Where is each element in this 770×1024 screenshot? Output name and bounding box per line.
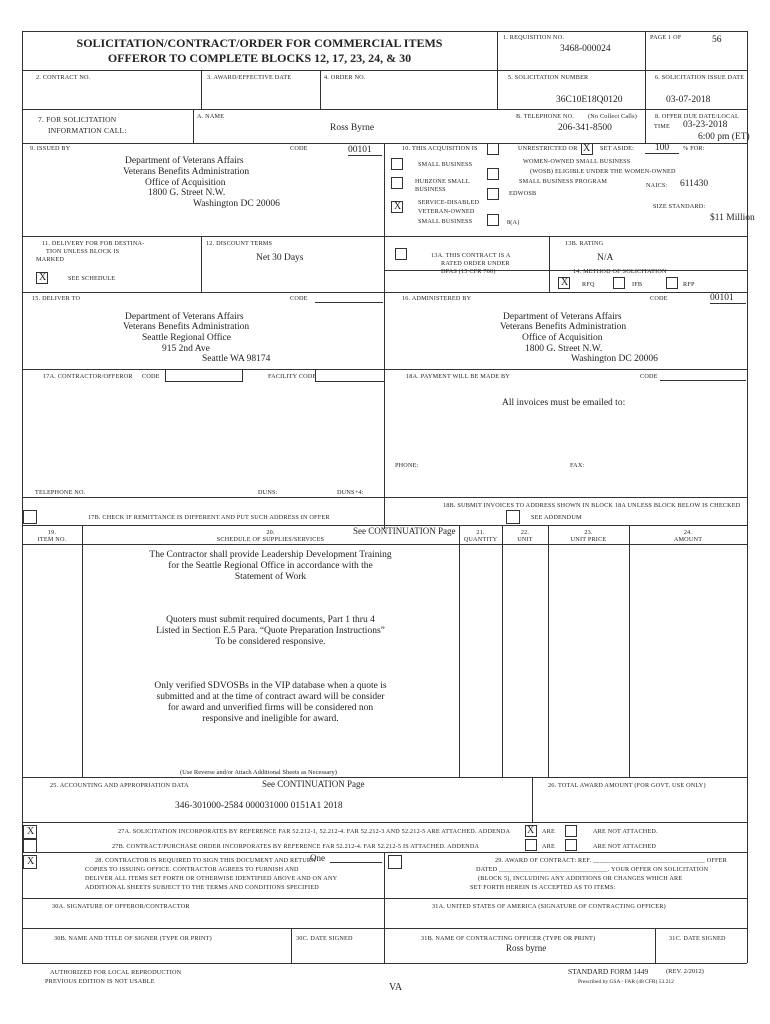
schedule-header: SCHEDULE OF SUPPLIES/SERVICES xyxy=(216,536,325,543)
clause-28-line-4: ADDITIONAL SHEETS SUBJECT TO THE TERMS AND CONDITIONS SPECIFIED xyxy=(85,884,319,891)
unit-num: 22. xyxy=(520,529,530,536)
total-award-label: 26. TOTAL AWARD AMOUNT (FOR GOVT. USE ONLY) xyxy=(548,782,706,789)
footer-revision: (REV. 2/2012) xyxy=(666,968,704,975)
time-label: TIME xyxy=(654,123,670,130)
sig-31b-label: 31B. NAME OF CONTRACTING OFFICER (TYPE OR PRINT) xyxy=(421,935,596,942)
unrestricted-checkbox-blank[interactable] xyxy=(487,143,499,155)
deliver-to-line-1: Department of Veterans Affairs xyxy=(125,312,244,322)
paragraph-3-line-4: responsive and ineligible for award. xyxy=(202,714,339,724)
award-date-label: 3. AWARD/EFFECTIVE DATE xyxy=(207,74,292,81)
due-date-label: 8. OFFER DUE DATE/LOCAL xyxy=(655,113,740,120)
telephone-number: 206-341-8500 xyxy=(558,123,612,133)
contract-no-label: 2. CONTRACT NO. xyxy=(36,74,91,81)
sdvosb-label-2: VETERAN-OWNED xyxy=(418,208,475,215)
fax-label: FAX: xyxy=(570,462,585,469)
contractor-label: 17A. CONTRACTOR/OFFEROR xyxy=(43,373,133,380)
payment-code-label: CODE xyxy=(640,373,658,380)
see-addendum-checkbox[interactable] xyxy=(506,510,520,524)
paragraph-3-line-2: submitted and at the time of contract award will be consider xyxy=(156,692,385,702)
clause-28-line-1: 28. CONTRACTOR IS REQUIRED TO SIGN THIS DOCUMENT AND RETURN xyxy=(95,857,316,864)
deliver-to-line-5: Seattle WA 98174 xyxy=(202,354,271,364)
size-standard: $11 Million xyxy=(710,213,755,223)
rated-order-label-2: RATED ORDER UNDER xyxy=(441,260,510,267)
clause-28-copies-line xyxy=(330,862,382,863)
block11-label-1: 11. DELIVERY FOR FOB DESTINA- xyxy=(42,240,145,247)
clause-27a-are-checkbox[interactable] xyxy=(525,825,537,837)
clause-29-line-4: SET FORTH HEREIN IS ACCEPTED AS TO ITEMS: xyxy=(470,884,616,891)
telephone-no-label: TELEPHONE NO. xyxy=(35,489,86,496)
deliver-to-line-2: Veterans Benefits Administration xyxy=(123,322,250,332)
wosb-checkbox[interactable] xyxy=(487,168,499,180)
sig-31a-label: 31A. UNITED STATES OF AMERICA (SIGNATURE OF CONTRACTING OFFICER) xyxy=(432,903,666,910)
set-aside-percent-for: % FOR: xyxy=(683,145,705,152)
small-business-label: SMALL BUSINESS xyxy=(418,161,473,168)
issued-by-line-4: 1800 G. Street N.W. xyxy=(148,188,226,198)
clause-28-x: X xyxy=(27,856,35,867)
eight-a-checkbox[interactable] xyxy=(487,214,499,226)
administered-by-line-1: Department of Veterans Affairs xyxy=(503,312,622,322)
rfq-label: RFQ xyxy=(582,281,595,288)
deliver-to-label: 15. DELIVER TO xyxy=(32,295,81,302)
schedule-num: 20. xyxy=(266,529,275,536)
paragraph-3-line-1: Only verified SDVOSBs in the VIP database when a quote is xyxy=(154,681,387,691)
clause-27b-are-checkbox[interactable] xyxy=(525,839,537,851)
contractor-code-field[interactable] xyxy=(165,369,243,382)
rating-value: N/A xyxy=(597,253,614,263)
form-title-line-1: SOLICITATION/CONTRACT/ORDER FOR COMMERCIAL ITEMS xyxy=(76,36,443,50)
administered-by-code-label: CODE xyxy=(650,295,668,302)
quantity-num: 21. xyxy=(476,529,485,536)
block11-label-3: MARKED xyxy=(36,256,65,263)
clause-27a-are: ARE xyxy=(542,828,555,835)
schedule-continuation: See CONTINUATION Page xyxy=(353,526,456,536)
requisition-number: 3468-000024 xyxy=(560,44,611,54)
sdvosb-checkbox[interactable] xyxy=(391,201,403,213)
discount-terms-label: 12. DISCOUNT TERMS xyxy=(206,240,273,247)
rating-label: 13B. RATING xyxy=(565,240,604,247)
clause-27b-checkbox[interactable] xyxy=(23,839,37,853)
item-no-header: ITEM NO. xyxy=(37,536,67,543)
payment-code-line xyxy=(660,380,746,381)
administered-by-line-5: Washington DC 20006 xyxy=(571,354,658,364)
unit-header: UNIT xyxy=(517,536,533,543)
paragraph-1-line-3: Statement of Work xyxy=(234,572,307,582)
deliver-to-code-line xyxy=(315,302,383,303)
clause-27a-label: 27A. SOLICITATION INCORPORATES BY REFERENCE FAR 52.212-1, 52.212-4. FAR 52.212-3 AND 52.212-5 ARE ATTACHED. ADDENDA xyxy=(118,828,511,835)
issued-by-line-2: Veterans Benefits Administration xyxy=(123,167,250,177)
clause-27a-are-x: X xyxy=(527,825,535,836)
paragraph-1-line-2: for the Seattle Regional Office in accordance with the xyxy=(168,561,373,571)
administered-by-line-4: 1800 G. Street N.W. xyxy=(525,344,603,354)
unit-price-num: 23. xyxy=(584,529,593,536)
clause-27a-not-checkbox[interactable] xyxy=(565,825,577,837)
wosb-label-3: SMALL BUSINESS PROGRAM xyxy=(519,178,608,185)
eight-a-label: 8(A) xyxy=(507,219,520,226)
sdvosb-label-3: SMALL BUSINESS xyxy=(418,218,473,225)
set-aside-label: SET ASIDE: xyxy=(600,145,635,152)
due-date: 03-23-2018 xyxy=(683,120,728,130)
footer-prescribed: Prescribed by GSA - FAR (48 CFR) 53.212 xyxy=(578,979,674,985)
issued-by-line-5: Washington DC 20006 xyxy=(193,199,280,209)
set-aside-x: X xyxy=(583,143,591,154)
footer-previous-edition: PREVIOUS EDITION IS NOT USABLE xyxy=(45,978,155,985)
facility-code-label: FACILITY CODE xyxy=(268,373,317,380)
quantity-header: QUANTITY xyxy=(463,536,498,543)
clause-27b-not-checkbox[interactable] xyxy=(565,839,577,851)
payment-label: 18A. PAYMENT WILL BE MADE BY xyxy=(406,373,511,380)
info-call-label-1: 7. FOR SOLICITATION xyxy=(38,115,117,124)
order-no-label: 4. ORDER NO. xyxy=(324,74,366,81)
contracting-officer-name: Ross byrne xyxy=(506,943,547,953)
administered-by-line-2: Veterans Benefits Administration xyxy=(500,322,627,332)
clause-27b-label: 27B. CONTRACT/PURCHASE ORDER INCORPORATES BY REFERENCE FAR 52.212-4. FAR 52.212-5 IS ATTACHED. ADDENDA xyxy=(112,843,480,850)
footer-authorized: AUTHORIZED FOR LOCAL REPRODUCTION xyxy=(50,969,182,976)
naics-label: NAICS: xyxy=(646,182,668,189)
see-schedule-x: X xyxy=(39,272,47,283)
clause-29-line-3: (BLOCK 5), INCLUDING ANY ADDITIONS OR CHANGES WHICH ARE xyxy=(478,875,683,882)
sig-30c-label: 30C. DATE SIGNED xyxy=(296,935,353,942)
form-title-line-2: OFFEROR TO COMPLETE BLOCKS 12, 17, 23, 24, & 30 xyxy=(107,51,412,65)
deliver-to-line-4: 915 2nd Ave xyxy=(162,344,210,354)
rfp-label: RFP xyxy=(683,281,695,288)
rated-order-label-3: DPAS (15 CFR 700) xyxy=(441,268,496,275)
deliver-to-line-3: Seattle Regional Office xyxy=(142,333,231,343)
footer-standard-form: STANDARD FORM 1449 xyxy=(568,967,649,976)
ifb-label: IFB xyxy=(632,281,643,288)
administered-by-code: 00101 xyxy=(710,293,746,304)
clause-27b-are: ARE xyxy=(542,843,555,850)
invoice-note: All invoices must be emailed to: xyxy=(502,398,626,408)
sdvosb-label-1: SERVICE-DISABLED xyxy=(418,199,480,206)
clause-29-checkbox[interactable] xyxy=(388,855,402,869)
sig-30b-label: 30B. NAME AND TITLE OF SIGNER (TYPE OR PRINT) xyxy=(54,935,212,942)
paragraph-2-line-2: Listed in Section E.5 Para. “Quote Preparation Instructions” xyxy=(156,626,385,636)
hubzone-checkbox[interactable] xyxy=(391,177,403,189)
method-label: 14. METHOD OF SOLICITATION xyxy=(573,268,667,275)
accounting-label: 25. ACCOUNTING AND APPROPRIATION DATA xyxy=(50,782,189,789)
ifb-checkbox[interactable] xyxy=(613,277,625,289)
page-label: PAGE 1 OF xyxy=(650,34,682,41)
rfq-x: X xyxy=(561,277,569,288)
item-no-num: 19. xyxy=(47,529,57,536)
clause-28-line-2: COPIES TO ISSUING OFFICE. CONTRACTOR AGREES TO FURNISH AND xyxy=(85,866,299,873)
clause-28-checkbox[interactable] xyxy=(23,855,37,869)
wosb-label-2: (WOSB) ELIGIBLE UNDER THE WOMEN-OWNED xyxy=(530,168,676,175)
schedule-paragraph-1 xyxy=(82,550,459,583)
wosb-label-1: WOMEN-OWNED SMALL BUSINESS xyxy=(523,158,631,165)
acquisition-label: 10. THIS ACQUISITION IS xyxy=(402,145,478,152)
telephone-note: (No Collect Calls) xyxy=(588,113,637,120)
paragraph-2-line-3: To be considered responsive. xyxy=(215,637,326,647)
paragraph-1-line-1: The Contractor shall provide Leadership Development Training xyxy=(149,550,392,560)
hubzone-label-1: HUBZONE SMALL xyxy=(415,178,470,185)
sig-30a-label: 30A. SIGNATURE OF OFFEROR/CONTRACTOR xyxy=(52,903,190,910)
contact-name: Ross Byrne xyxy=(330,123,375,133)
issue-date: 03-07-2018 xyxy=(666,95,711,105)
page-count: 56 xyxy=(712,35,722,45)
rfq-checkbox[interactable] xyxy=(558,277,570,289)
rfp-checkbox[interactable] xyxy=(666,277,678,289)
clause-27b-are-not: ARE NOT ATTACHED xyxy=(593,843,657,850)
paragraph-2-line-1: Quoters must submit required documents, Part 1 thru 4 xyxy=(166,615,375,625)
rated-order-label-1: 13A. THIS CONTRACT IS A xyxy=(431,252,511,259)
clause-27a-x: X xyxy=(27,826,35,837)
naics-code: 611430 xyxy=(680,179,709,189)
deliver-to-code-label: CODE xyxy=(290,295,308,302)
remittance-label: 17B. CHECK IF REMITTANCE IS DIFFERENT AND PUT SUCH ADDRESS IN OFFER xyxy=(88,514,330,521)
footer-va: VA xyxy=(389,982,403,993)
schedule-paragraph-3 xyxy=(82,681,459,725)
accounting-data: 346-301000-2584 000031000 0151A1 2018 xyxy=(175,801,343,811)
clause-28-copies: One xyxy=(310,853,325,863)
edwosb-label: EDWOSB xyxy=(509,190,537,197)
sig-31c-label: 31C. DATE SIGNED xyxy=(669,935,726,942)
small-business-checkbox[interactable] xyxy=(391,158,403,170)
block11-label-2: TION UNLESS BLOCK IS xyxy=(46,248,120,255)
duns4-label: DUNS+4: xyxy=(337,489,364,496)
unit-price-header: UNIT PRICE xyxy=(570,536,607,543)
issued-by-code: 00101 xyxy=(348,145,382,156)
sdvosb-x: X xyxy=(394,201,402,212)
requisition-label: 1. REQUISITION NO. xyxy=(503,34,565,41)
see-schedule-label: SEE SCHEDULE xyxy=(68,275,116,282)
phone-label: PHONE: xyxy=(395,462,419,469)
see-addendum-label: SEE ADDENDUM xyxy=(531,514,582,521)
see-schedule-checkbox[interactable] xyxy=(36,272,48,284)
issue-date-label: 6. SOLICITATION ISSUE DATE xyxy=(655,74,745,81)
hubzone-label-2: BUSINESS xyxy=(415,186,446,193)
clause-29-line-2: DATED _________________________________. YOUR OFFER ON SOLICITATION xyxy=(476,866,709,873)
amount-header: AMOUNT xyxy=(673,536,703,543)
issued-by-line-1: Department of Veterans Affairs xyxy=(125,156,244,166)
reverse-note: (Use Reverse and/or Attach Additional Sheets as Necessary) xyxy=(180,769,337,776)
administered-by-line-3: Office of Acquisition xyxy=(522,333,603,343)
paragraph-3-line-3: for award and unverified firms will be considered non xyxy=(167,703,374,713)
solicitation-no-label: 5. SOLICITATION NUMBER xyxy=(508,74,589,81)
submit-invoices-label: 18B. SUBMIT INVOICES TO ADDRESS SHOWN IN BLOCK 18A UNLESS BLOCK BELOW IS CHECKED xyxy=(443,502,741,509)
clause-28-line-3: DELIVER ALL ITEMS SET FORTH OR OTHERWISE IDENTIFIED ABOVE AND ON ANY xyxy=(85,875,338,882)
rated-order-checkbox[interactable] xyxy=(395,248,407,260)
name-label: A. NAME xyxy=(197,113,225,120)
facility-code-field[interactable] xyxy=(315,369,384,382)
telephone-label: B. TELEPHONE NO. xyxy=(516,113,575,120)
remittance-checkbox[interactable] xyxy=(23,510,37,524)
issued-by-label: 9. ISSUED BY xyxy=(30,145,71,152)
due-time: 6:00 pm (ET) xyxy=(698,132,750,142)
size-standard-label: SIZE STANDARD: xyxy=(653,203,706,210)
unrestricted-label: UNRESTRICTED OR xyxy=(518,145,578,152)
solicitation-number: 36C10E18Q0120 xyxy=(556,95,623,105)
contractor-code-label: CODE xyxy=(142,373,160,380)
schedule-paragraph-2 xyxy=(82,615,459,648)
issued-by-code-label: CODE xyxy=(290,145,308,152)
amount-num: 24. xyxy=(683,529,693,536)
clause-27a-checkbox[interactable] xyxy=(23,825,37,839)
edwosb-checkbox[interactable] xyxy=(487,188,499,200)
administered-by-label: 16. ADMINISTERED BY xyxy=(402,295,472,302)
duns-label: DUNS: xyxy=(258,489,278,496)
accounting-continuation: See CONTINUATION Page xyxy=(262,779,365,789)
clause-27a-are-not: ARE NOT ATTACHED. xyxy=(593,828,658,835)
clause-29-line-1: 29. AWARD OF CONTRACT: REF. __________________________________ OFFER xyxy=(495,857,727,864)
discount-terms: Net 30 Days xyxy=(256,253,304,263)
issued-by-line-3: Office of Acquisition xyxy=(145,178,226,188)
info-call-label-2: INFORMATION CALL: xyxy=(48,126,127,135)
set-aside-checkbox[interactable] xyxy=(581,143,593,155)
set-aside-percent: 100 xyxy=(645,143,679,154)
